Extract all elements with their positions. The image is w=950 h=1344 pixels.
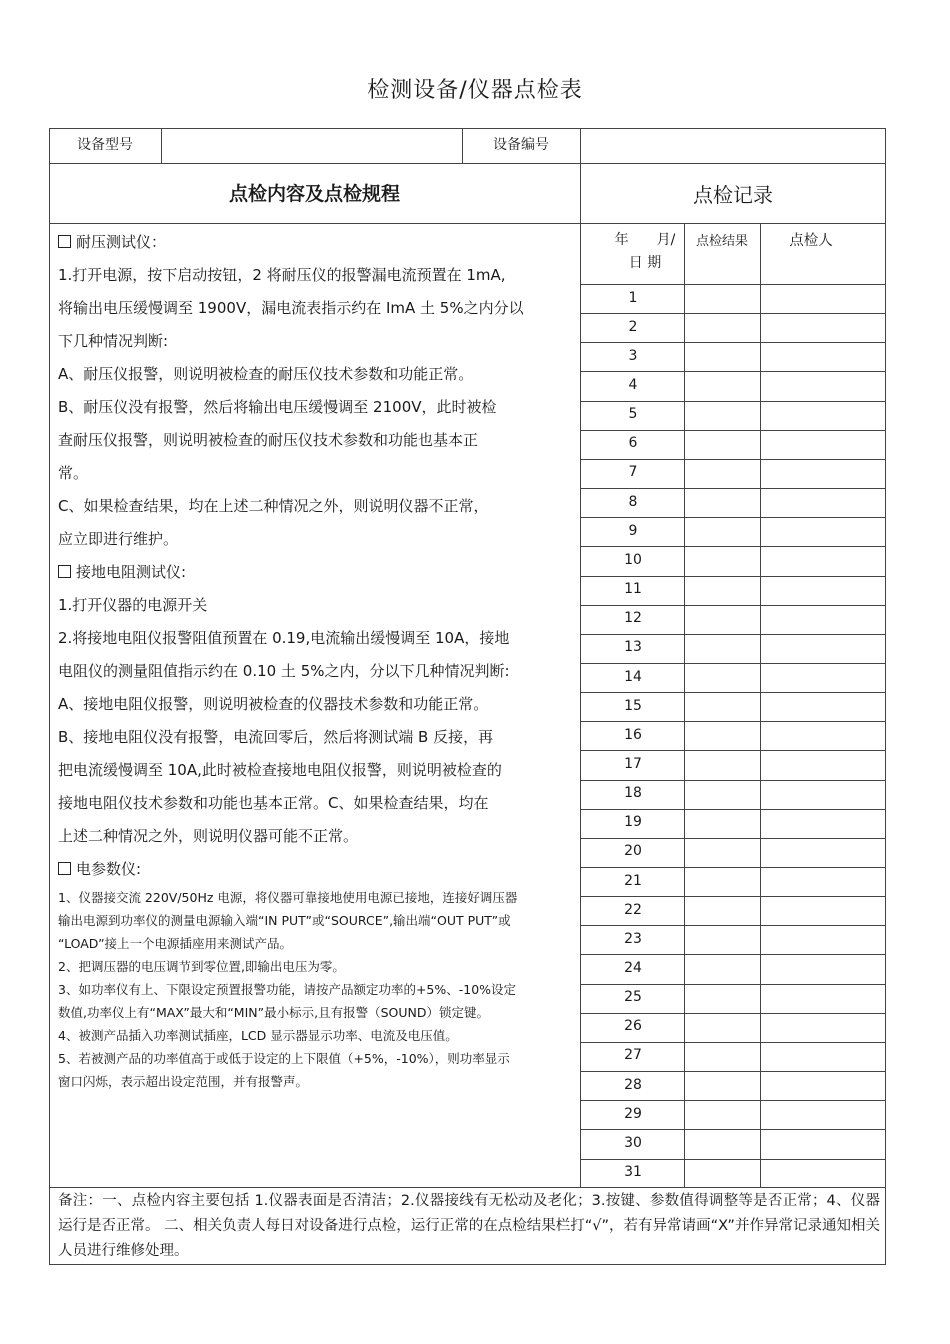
procedure-line: 5、若被测产品的功率值高于或低于设定的上下限值（+5%，-10%），则功率显示 (58, 1051, 510, 1066)
procedure-line: 4、被测产品插入功率测试插座，LCD 显示器显示功率、电流及电压值。 (58, 1028, 458, 1043)
record-row-divider (580, 1129, 886, 1130)
withstand-tester-section (58, 226, 576, 556)
procedure-line: 数值,功率仪上有“MAX”最大和“MIN”最小标示,且有报警（SOUND）锁定键。 (58, 1005, 489, 1020)
record-row-divider (580, 838, 886, 839)
procedure-line: 3、如功率仪有上、下限设定预置报警功能，请按产品额定功率的+5%、-10%设定 (58, 982, 517, 997)
record-row-divider (580, 313, 886, 314)
day-number: 31 (624, 1163, 642, 1180)
procedure-line: A、接地电阻仪报警，则说明被检查的仪器技术参数和功能正常。 (58, 695, 489, 713)
procedure-line: 窗口闪烁，表示超出设定范围，并有报警声。 (58, 1074, 309, 1089)
result-column-header: 点检结果 (695, 234, 748, 249)
day-number: 24 (624, 960, 642, 977)
day-number: 10 (624, 551, 642, 568)
day-number: 2 (628, 318, 638, 335)
record-row-divider (580, 925, 886, 926)
ground-tester-title: 接地电阻测试仪: (58, 556, 576, 589)
record-row-divider (580, 780, 886, 781)
record-row-divider (580, 809, 886, 810)
checkbox[interactable] (58, 565, 71, 578)
record-row-divider (580, 692, 886, 693)
day-number: 7 (628, 464, 638, 481)
procedure-content (58, 226, 576, 1093)
record-row-divider (580, 401, 886, 402)
procedure-line: 电阻仪的测量阻值指示约在 0.10 土 5%之内，分以下几种情况判断: (58, 662, 510, 680)
divider (49, 163, 886, 164)
procedure-line: B、耐压仪没有报警，然后将输出电压缓慢调至 2100V，此时被检 (58, 398, 497, 416)
record-row-divider (580, 459, 886, 460)
day-number: 19 (624, 814, 642, 831)
record-row-divider (580, 371, 886, 372)
record-row-divider (580, 750, 886, 751)
procedure-line: 2.将接地电阻仪报警阻值预置在 0.19,电流输出缓慢调至 10A，接地 (58, 629, 510, 647)
day-number: 12 (624, 610, 642, 627)
procedure-line: C、如果检查结果，均在上述二种情况之外，则说明仪器不正常， (58, 497, 489, 515)
record-row-divider (580, 517, 886, 518)
record-row-divider (580, 342, 886, 343)
procedure-line: 1.打开电源，按下启动按钮，2 将耐压仪的报警漏电流预置在 1mA, (58, 266, 506, 284)
record-row-divider (580, 663, 886, 664)
divider (49, 1187, 886, 1188)
procedure-line: 把电流缓慢调至 10A,此时被检查接地电阻仪报警，则说明被检查的 (58, 761, 502, 779)
number-field[interactable] (583, 134, 883, 158)
withstand-tester-title: 耐压测试仪： (58, 226, 576, 259)
day-number: 4 (628, 377, 638, 394)
procedure-line: A、耐压仪报警，则说明被检查的耐压仪技术参数和功能正常。 (58, 365, 474, 383)
day-number: 30 (624, 1134, 642, 1151)
procedure-line: 查耐压仪报警，则说明被检查的耐压仪技术参数和功能也基本正 (58, 431, 479, 449)
procedure-line: 将输出电压缓慢调至 1900V，漏电流表指示约在 ImA 土 5%之内分以 (58, 299, 524, 317)
day-number: 18 (624, 785, 642, 802)
day-number: 11 (624, 581, 642, 598)
day-number: 15 (624, 697, 642, 714)
day-number: 28 (624, 1076, 642, 1093)
day-number: 3 (628, 347, 638, 364)
day-number: 16 (624, 726, 642, 743)
procedure-line: 接地电阻仪技术参数和功能也基本正常。C、如果检查结果，均在 (58, 794, 489, 812)
day-number: 6 (628, 435, 638, 452)
record-row-divider (580, 576, 886, 577)
procedure-line: 1.打开仪器的电源开关 (58, 596, 208, 614)
record-row-divider (580, 634, 886, 635)
remarks-note: 备注：一、点检内容主要包括 1.仪器表面是否清洁；2.仪器接线有无松动及老化；3.按键、参数值得调整等是否正常；4、仪器运行是否正常。 二、相关负责人每日对设备进行点检，运行正常的在点检结果栏打“√”，若有异常请画“X”并作异常记录通知相关人员进行维修处理。 (58, 1193, 880, 1259)
procedure-line: 输出电源到功率仪的测量电源输入端“IN PUT”或“SOURCE”,输出端“OUT PUT”或 (58, 913, 511, 928)
record-row-divider (580, 721, 886, 722)
record-row-divider (580, 488, 886, 489)
record-row-divider (580, 1100, 886, 1101)
record-row-divider (580, 284, 886, 285)
day-number: 29 (624, 1105, 642, 1122)
day-number: 20 (624, 843, 642, 860)
day-number: 22 (624, 901, 642, 918)
divider (580, 128, 581, 1187)
procedure-line: 常。 (58, 464, 89, 482)
day-number: 14 (624, 668, 642, 685)
checkbox[interactable] (58, 862, 71, 875)
record-row-divider (580, 1013, 886, 1014)
date-column-header: 年 月/日 期 (614, 232, 676, 271)
record-row-divider (580, 867, 886, 868)
procedure-line: 下几种情况判断: (58, 332, 169, 350)
record-row-divider (580, 896, 886, 897)
number-label: 设备编号 (493, 137, 549, 153)
record-row-divider (580, 1042, 886, 1043)
day-number: 23 (624, 930, 642, 947)
checkbox[interactable] (58, 235, 71, 248)
day-number: 13 (624, 639, 642, 656)
record-row-divider (580, 954, 886, 955)
power-meter-section (58, 853, 576, 1093)
page-title: 检测设备/仪器点检表 (367, 78, 583, 103)
procedure-line: “LOAD”接上一个电源插座用来测试产品。 (58, 936, 293, 951)
procedure-line: 2、把调压器的电压调节到零位置,即输出电压为零。 (58, 959, 345, 974)
record-row-divider (580, 1071, 886, 1072)
record-row-divider (580, 605, 886, 606)
day-number: 25 (624, 989, 642, 1006)
record-heading: 点检记录 (693, 183, 773, 207)
day-number: 8 (628, 493, 638, 510)
day-number: 26 (624, 1018, 642, 1035)
day-number: 5 (628, 406, 638, 423)
day-number: 17 (624, 755, 642, 772)
record-row-divider (580, 1159, 886, 1160)
record-row-divider (580, 546, 886, 547)
procedure-line: 应立即进行维护。 (58, 530, 179, 548)
day-number: 9 (628, 522, 638, 539)
procedure-line: 上述二种情况之外，则说明仪器可能不正常。 (58, 827, 359, 845)
model-field[interactable] (164, 134, 460, 158)
record-row-divider (580, 984, 886, 985)
power-meter-title: 电参数仪: (58, 853, 576, 886)
procedure-line: 1、仪器接交流 220V/50Hz 电源，将仪器可靠接地使用电源已接地，连接好调压器 (58, 890, 518, 905)
model-label: 设备型号 (77, 137, 133, 153)
record-row-divider (580, 430, 886, 431)
divider (161, 128, 162, 163)
day-number: 21 (624, 872, 642, 889)
ground-tester-section (58, 556, 576, 853)
procedure-line: B、接地电阻仪没有报警，电流回零后，然后将测试端 B 反接，再 (58, 728, 494, 746)
day-number: 1 (628, 289, 638, 306)
content-heading: 点检内容及点检规程 (228, 183, 400, 205)
day-number: 27 (624, 1047, 642, 1064)
inspector-column-header: 点检人 (789, 233, 833, 249)
